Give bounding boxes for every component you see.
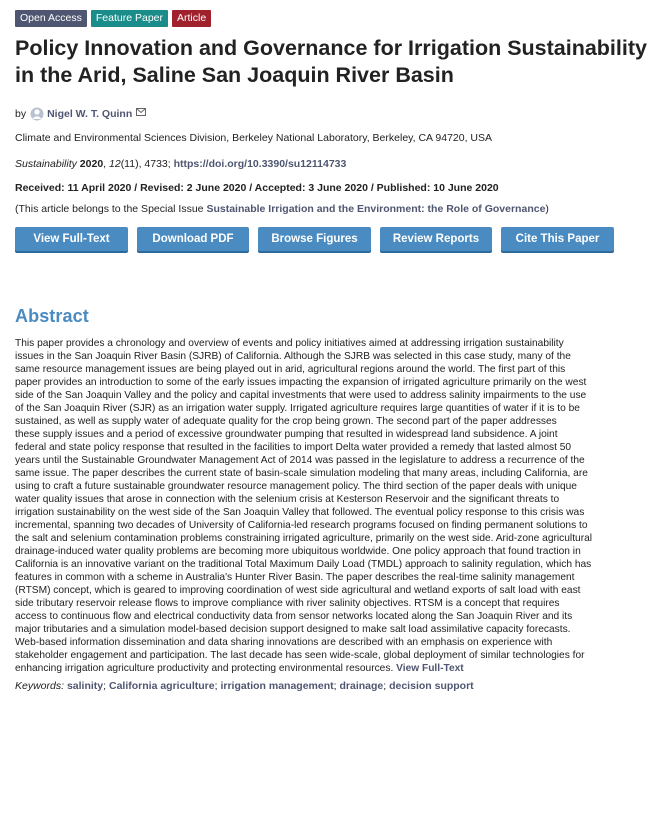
abstract-line: irrigation sustainability on the west side of the San Joaquin Valley that followed. The eventual policy response to this crisis was: [15, 507, 585, 518]
special-issue-note: [15, 203, 652, 215]
abstract-line: incremental, spanning two decades of University of California-led research programs focused on finding permanent solutions to: [15, 520, 588, 531]
review-reports-button[interactable]: Review Reports: [380, 227, 492, 251]
abstract-line: features in common with a scheme in Australia's Hunter River Basin. The paper describes the real-time salinity management: [15, 572, 575, 583]
abstract-line: of the San Joaquin River (SJR) as an irrigation water supply. Irrigated agriculture requires large quantities of water if it is to be: [15, 403, 580, 414]
keyword-link[interactable]: California agriculture: [108, 680, 215, 692]
journal-name: Sustainability: [15, 158, 77, 170]
keyword-link[interactable]: decision support: [389, 680, 474, 692]
action-buttons: [15, 227, 652, 251]
envelope-icon[interactable]: [136, 108, 146, 116]
abstract-text: [15, 337, 652, 675]
abstract-last-line: [15, 662, 652, 675]
doi-link[interactable]: https://doi.org/10.3390/su12114733: [173, 158, 347, 170]
abstract-line: same resource management issues are being played out in arid, agricultural regions around the world. The first part of this: [15, 364, 566, 375]
abstract-line: federal and state policy response that resulted in the facilities to import Delta water provided a remedy that lasted almost 50: [15, 442, 572, 453]
abstract-line: these supply issues and a period of excessive groundwater pumping that resulted in widespread land subsidence. A joint: [15, 429, 558, 440]
publication-dates: Received: 11 April 2020 / Revised: 2 June 2020 / Accepted: 3 June 2020 / Published: 10 June 2020: [15, 182, 499, 194]
view-full-text-button[interactable]: View Full-Text: [15, 227, 128, 251]
abstract-line: the salt and selenium contamination problems constraining irrigated agriculture, primarily on the west side. Arid-zone agricultural: [15, 533, 593, 544]
abstract-line: stakeholder engagement and participation. The last decade has seen wide-scale, global deployment of similar technologies for: [15, 650, 585, 661]
author-link[interactable]: Nigel W. T. Quinn: [47, 108, 133, 120]
abstract-line: years until the Sustainable Groundwater Management Act of 2014 was passed in the legislature to address a recurrence of the: [15, 455, 585, 466]
affiliation: Climate and Environmental Sciences Division, Berkeley National Laboratory, Berkeley, CA 94720, USA: [15, 132, 493, 144]
open-access-badge[interactable]: Open Access: [15, 10, 87, 27]
keywords: Keywords: salinity; California agriculture; irrigation management; drainage; decision support: [15, 680, 474, 692]
abstract-line: Web-based information dissemination and data sharing innovations are described with an emphasis on experience with: [15, 637, 553, 648]
abstract-line: side of the San Joaquin Valley and the policy and capital investments that were used to address salinity impairments to the use: [15, 390, 587, 401]
badge-row: [15, 10, 652, 27]
special-issue-suffix: ): [545, 203, 549, 215]
abstract-line: drainage-induced water quality problems are becoming more ubiquitous worldwide. One policy approach that found traction in: [15, 546, 581, 557]
abstract-line: water quality issues that arose in connection with the selenium crisis at Kesterson Reservoir and the significant threats to: [15, 494, 560, 505]
abstract-line: This paper provides a chronology and overview of events and policy initiatives aimed at addressing irrigation sustainability: [15, 338, 564, 349]
keyword-link[interactable]: drainage: [339, 680, 384, 692]
abstract-line: California is an innovative variant on the traditional Total Maximum Daily Load (TMDL) approach to salinity regulation, which has: [15, 559, 592, 570]
abstract-line: same issue. The paper describes the current state of basin-scale simulation modeling that many areas, including California, are: [15, 468, 588, 479]
abstract-line: (RTSM) concept, which is geared to improving coordination of west side agricultural and wetland exports of salt load with east: [15, 585, 581, 596]
abstract-line: access to continuous flow and electrical conductivity data from sensor networks located along the San Joaquin River and its: [15, 611, 573, 622]
abstract-line: using to craft a future sustainable groundwater resource management policy. The third section of the paper deals with unique: [15, 481, 577, 492]
citation-line: Sustainability 2020, 12(11), 4733; https://doi.org/10.3390/su12114733: [15, 158, 347, 170]
citation-issue-pages: (11), 4733;: [120, 158, 174, 170]
keyword-link[interactable]: irrigation management: [220, 680, 334, 692]
article-type-badge: Article: [172, 10, 211, 27]
abstract-line: paper provides an introduction to some of the early issues impacting the expansion of irrigated agriculture primarily on the west: [15, 377, 587, 388]
abstract-line: side tributary reservoir release flows to improve compliance with river salinity objectives. RTSM is a concept that requires: [15, 598, 560, 609]
browse-figures-button[interactable]: Browse Figures: [258, 227, 371, 251]
citation-year: 2020: [79, 158, 104, 170]
article-title: Policy Innovation and Governance for Irrigation Sustainability in the Arid, Saline San Joaquin River Basin: [15, 36, 647, 87]
cite-this-paper-button[interactable]: Cite This Paper: [501, 227, 614, 251]
keywords-label: Keywords:: [15, 680, 65, 692]
view-full-text-link[interactable]: View Full-Text: [396, 663, 464, 674]
orcid-icon[interactable]: [30, 107, 44, 121]
abstract-line: issues in the San Joaquin River Basin (SJRB) of California. Although the SJRB was selected in this case study, many of the: [15, 351, 571, 362]
special-issue-link[interactable]: Sustainable Irrigation and the Environment: the Role of Governance: [206, 203, 546, 215]
keyword-link[interactable]: salinity: [66, 680, 104, 692]
citation-volume: 12: [109, 158, 121, 170]
byline-prefix: by: [15, 108, 27, 120]
abstract-line: sustained, as well as supply water of adequate quality for the crop being grown. The second part of the paper addresses: [15, 416, 557, 427]
byline: [15, 106, 652, 122]
abstract-line: major tributaries and a simulation model-based decision support designed to make salt load assimilative capacity forecasts.: [15, 624, 571, 635]
abstract-line: enhancing irrigation agriculture productivity and protecting environmental resources.: [15, 663, 394, 674]
special-issue-prefix: (This article belongs to the Special Issue: [15, 203, 207, 215]
abstract-heading: Abstract: [15, 306, 89, 326]
feature-paper-badge[interactable]: Feature Paper: [91, 10, 168, 27]
download-pdf-button[interactable]: Download PDF: [137, 227, 249, 251]
